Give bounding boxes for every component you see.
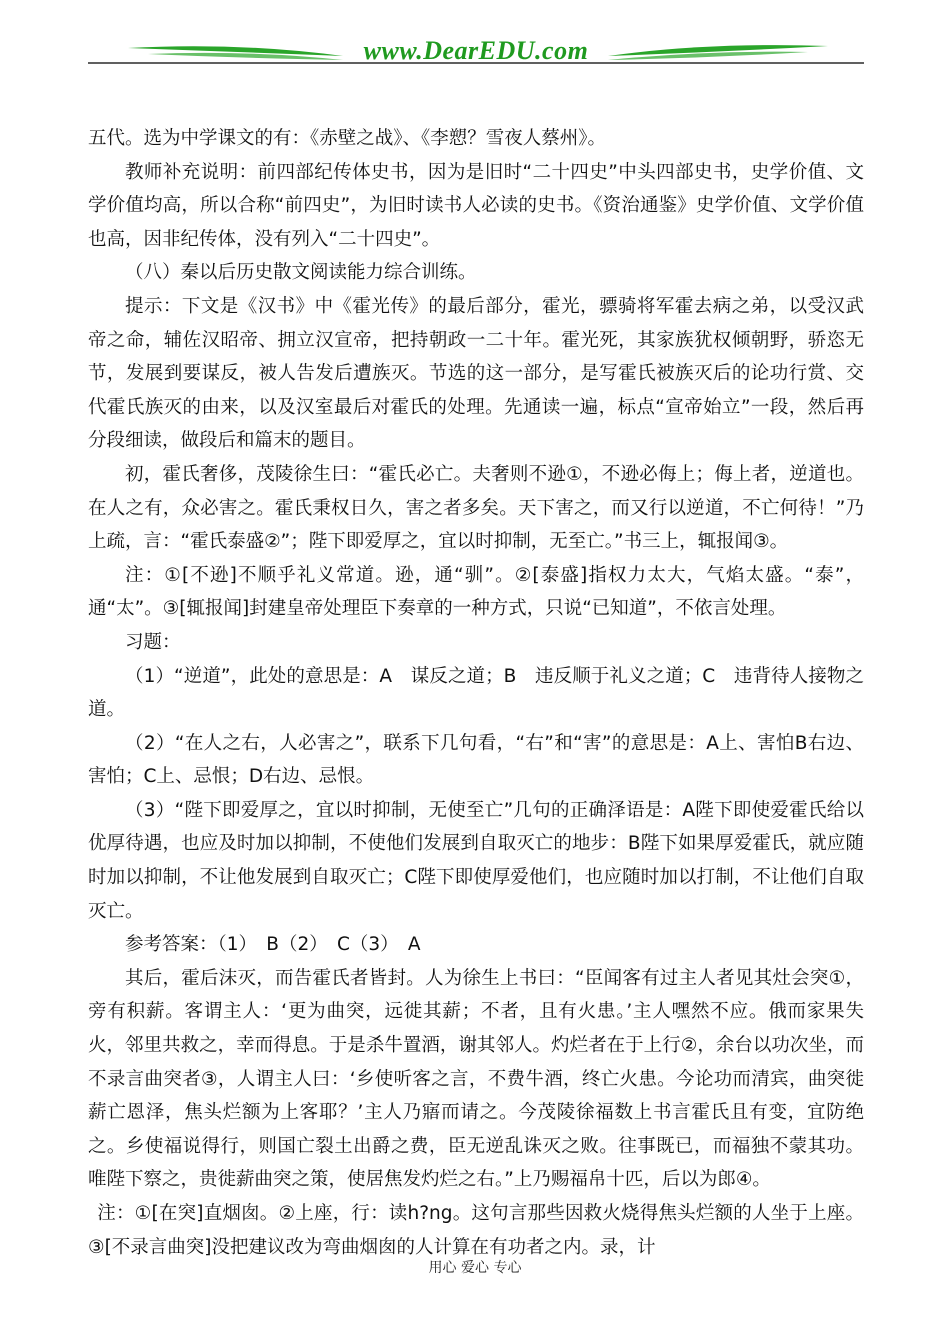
footnote: 注：①[在突]直烟囱。②上座，行：读h?ng。这句言那些因救火烧得焦头烂额的人坐于上座。③[不录言曲突]没把建议改为弯曲烟囱的人计算在有功者之内。录，计 <box>88 1203 864 1258</box>
paragraph: 提示：下文是《汉书》中《霍光传》的最后部分，霍光，骠骑将军霍去病之弟，以受汉武帝之命，辅佐汉昭帝、拥立汉宣帝，把持朝政一二十年。霍光死，其家族犹权倾朝野，骄恣无节，发展到要谋反，被人告发后遭族灭。节选的这一部分，是写霍氏被族灭后的论功行赏、交代霍氏族灭的由来，以及汉室最后对霍氏的处理。先通读一遍，标点“宣帝始立”一段，然后再分段细读，做段后和篇末的题目。 <box>88 295 864 452</box>
paragraph: 其后，霍后沫灭，而告霍氏者皆封。人为徐生上书曰：“臣闻客有过主人者见其灶会突①，旁有积薪。客谓主人：‘更为曲突，远徙其薪；不者，且有火患。’主人嘿然不应。俄而家果失火，邻里共救之，幸而得息。于是杀牛置酒，谢其邻人。灼烂者在于上行②，余台以功次坐，而不录言曲突者③，人谓主人曰：‘乡使听客之言，不费牛酒，终亡火患。今论功而清宾，曲突徙薪亡恩泽，焦头烂额为上客耶？’主人乃寤而请之。今茂陵徐福数上书言霍氏且有变，宜防绝之。乡使福说得行，则国亡裂土出爵之费，臣无逆乱诛灭之败。往事既已，而福独不蒙其功。唯陛下察之，贵徙薪曲突之策，使居焦发灼烂之右。”上乃赐福帛十匹，后以为郎④。 <box>88 967 864 1191</box>
section-heading: （八）秦以后历史散文阅读能力综合训练。 <box>125 262 477 284</box>
page-header <box>88 30 864 72</box>
exercise-item: （1）“逆道”，此处的意思是：A 谋反之道；B 违反顺于礼义之道；C 违背待人接物之道。 <box>88 665 864 721</box>
exercise-item: （3）“陛下即爱厚之，宜以时抑制，无使至亡”几句的正确泽语是：A陛下即使爱霍氏给以优厚待遇，也应及时加以抑制，不使他们发展到自取灭亡的地步：B陛下如果厚爱霍氏，就应随时加以抑制，不让他发展到自取灭亡；C陛下即使厚爱他们，也应随时加以打制，不让他们自取灭亡。 <box>88 799 864 922</box>
paragraph: 初，霍氏奢侈，茂陵徐生曰：“霍氏必亡。夫奢则不逊①，不逊必侮上；侮上者，逆道也。在人之有，众必害之。霍氏秉权日久，害之者多矣。天下害之，而又行以逆道，不亡何待！”乃上疏，言：“霍氏泰盛②”；陛下即爱厚之，宜以时抑制，无至亡。”书三上，辄报闻③。 <box>88 463 864 553</box>
site-url: www.DearEDU.com <box>363 36 589 65</box>
paragraph: 五代。选为中学课文的有：《赤壁之战》、《李愬？雪夜人蔡州》。 <box>88 128 607 149</box>
document-body <box>88 122 864 1264</box>
page-footer: 用心 爱心 专心 <box>428 1260 522 1276</box>
answer-key: 参考答案：（1） B（2） C（3） A <box>125 934 421 956</box>
paragraph: 教师补充说明：前四部纪传体史书，因为是旧时“二十四史”中头四部史书，史学价值、文学价值均高，所以合称“前四史”，为旧时读书人必读的史书。《资治通鉴》史学价值、文学价值也高，因非纪传体，没有列入“二十四史”。 <box>88 161 864 250</box>
exercise-item: （2）“在人之右，人必害之”，联系下几句看，“右”和“害”的意思是：A上、害怕B右边、害怕；C上、忌恨；D右边、忌恨。 <box>88 732 864 788</box>
footnote: 注：①[不逊]不顺乎礼义常道。逊，通“驯”。②[泰盛]指权力太大，气焰太盛。“泰”，通“太”。③[辄报闻]封建皇帝处理臣下奏章的一种方式，只说“已知道”，不依言处理。 <box>88 564 864 620</box>
exercise-heading: 习题： <box>125 631 181 653</box>
